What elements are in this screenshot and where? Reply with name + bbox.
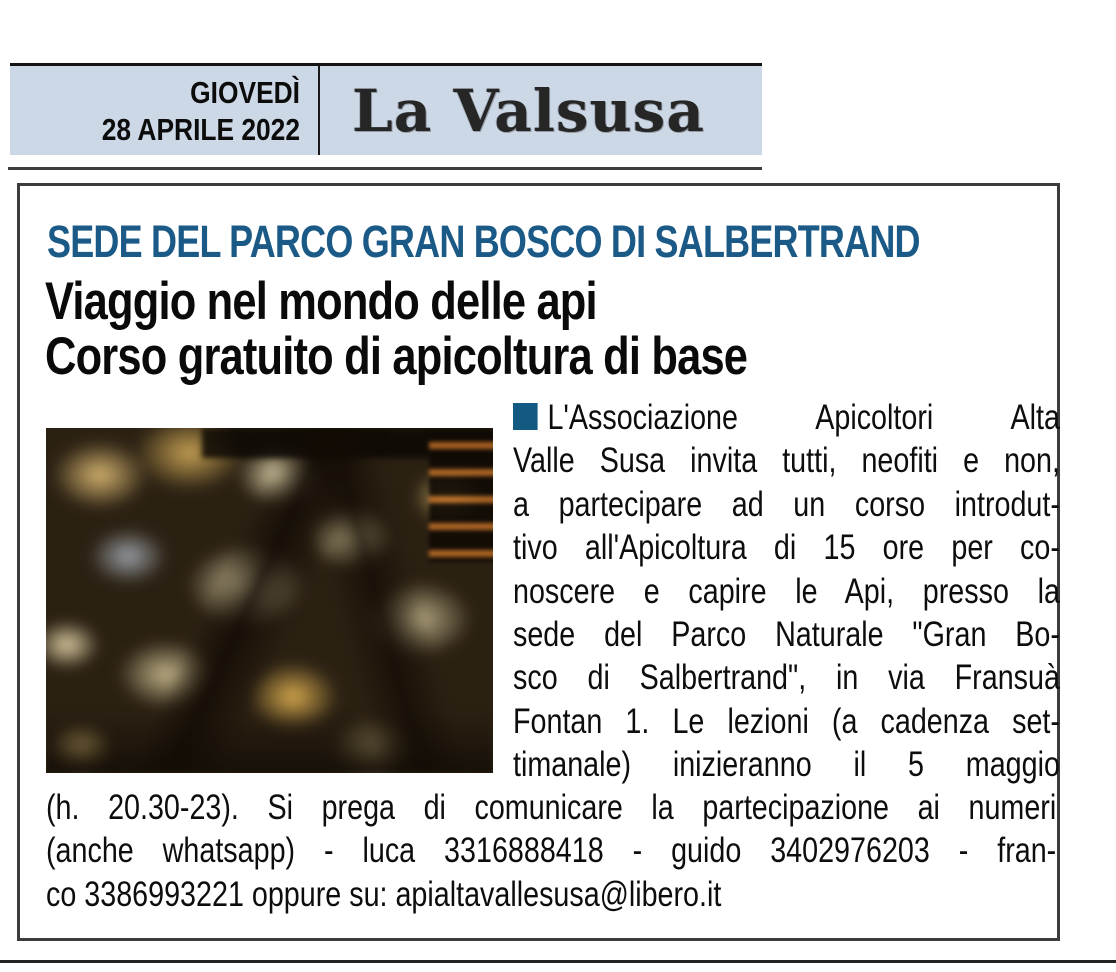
bees-photo [46,428,493,773]
body-line: (h. 20.30-23). Si prega di comunicare la partecipazione ai numeri [46,788,1057,827]
issue-date-full: 28 APRILE 2022 [101,112,300,147]
article-body-column [513,396,1060,787]
body-line: sco di Salbertrand", in via Fransuà [513,658,1060,698]
body-line: a partecipare ad un corso introdut- [513,484,1060,524]
body-line: Fontan 1. Le lezioni (a cadenza set- [513,701,1060,741]
body-line: (anche whatsapp) - luca 3316888418 - guido 3402976203 - fran- [46,831,1057,871]
body-line-text: L'Associazione Apicoltori Alta [547,398,1060,437]
newspaper-header [10,63,762,155]
article-title [45,274,747,384]
bees-photo-shadows [46,428,493,773]
header-divider [318,66,320,155]
body-line [513,396,1060,439]
article-title-line-1: Viaggio nel mondo delle api [45,272,597,331]
issue-weekday: GIOVEDÌ [190,75,300,110]
body-line: co 3386993221 oppure su: apialtavallesusa@libero.it [46,874,722,914]
body-line: timanale) inizieranno il 5 maggio [513,745,1060,785]
body-line: Valle Susa invita tutti, neofiti e non, [513,441,1060,481]
article-title-line-2: Corso gratuito di apicoltura di base [45,327,748,386]
masthead-logo: La Valsusa [352,76,705,145]
article-kicker: SEDE DEL PARCO GRAN BOSCO DI SALBERTRAND [47,216,920,267]
issue-date [54,74,301,148]
article-body-fullwidth [46,786,1056,916]
body-line: noscere e capire le Api, presso la [513,571,1060,611]
page-bottom-rule [0,960,1116,963]
header-rule [8,167,762,170]
body-line: sede del Parco Naturale "Gran Bo- [513,615,1060,655]
bullet-square-icon [513,403,538,430]
body-line: tivo all'Apicoltura di 15 ore per co- [513,528,1060,568]
article-card [17,183,1060,941]
